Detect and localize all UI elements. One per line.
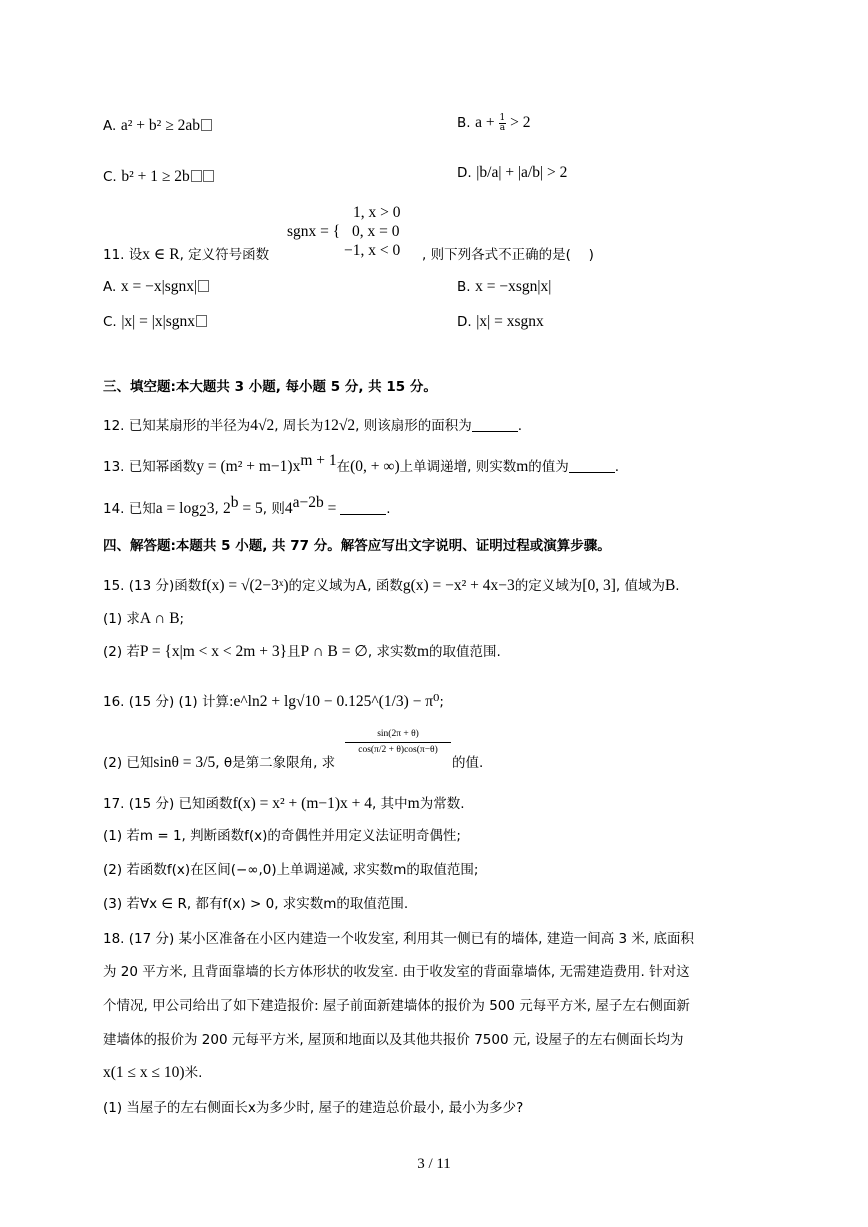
option-label: D. — [457, 314, 472, 330]
q16-fraction — [345, 729, 451, 756]
piecewise-function-name: sgnx = { — [287, 223, 341, 240]
math-expression: m — [516, 458, 529, 475]
page-number: 3 / 11 — [417, 1156, 451, 1172]
q18-part-1: (1) 当屋子的左右侧面长x为多少时, 屋子的建造总价最小, 最小为多少? — [103, 1100, 524, 1116]
q15 — [103, 576, 680, 596]
question-text: , 周长为 — [274, 418, 324, 434]
question-text: ; — [439, 694, 444, 710]
math-expression: = 5 — [238, 500, 263, 517]
math-exponent: m + 1 — [300, 452, 337, 469]
section-4-heading: 四、解答题:本题共 5 小题, 共 77 分。解答应写出文字说明、证明过程或演算步骤。 — [103, 538, 611, 554]
math-expression: 4 — [284, 500, 293, 517]
option-label: B. — [457, 115, 471, 131]
question-text: 且 — [287, 644, 301, 660]
q18-line-5 — [103, 1063, 202, 1083]
q11-option-c — [103, 312, 207, 332]
option-expression: |x| = |x|sgnx — [121, 313, 196, 330]
option-label: A. — [103, 118, 117, 134]
q11-stem-end — [422, 245, 594, 265]
math-expression: 2 — [223, 500, 231, 517]
question-text: , θ是第二象限角, 求 — [215, 755, 336, 771]
question-text: 13. 已知幂函数 — [103, 459, 197, 475]
question-text: 的定义域为 — [288, 578, 357, 594]
math-expression: g(x) = −x² + 4x−3 — [402, 577, 515, 594]
placeholder-box-icon — [201, 119, 212, 131]
q18-line-4: 建墙体的报价为 200 元每平方米, 屋顶和地面以及其他共报价 7500 元, 设屋子的左右侧面长均为 — [103, 1032, 684, 1048]
math-expression: = — [323, 500, 341, 517]
question-text: 17. (15 分) 已知函数 — [103, 796, 233, 812]
math-expression: P ∩ B = ∅ — [300, 643, 368, 660]
math-expression: 3 — [206, 500, 215, 517]
section-3-heading: 三、填空题:本大题共 3 小题, 每小题 5 分, 共 15 分。 — [103, 379, 437, 395]
option-label: C. — [103, 169, 117, 185]
q13 — [103, 452, 620, 477]
math-expression: A — [356, 577, 368, 594]
question-text: , 其中 — [372, 796, 408, 812]
option-expression: |b/a| + |a/b| > 2 — [476, 164, 568, 181]
question-text: 12. 已知某扇形的半径为 — [103, 418, 251, 434]
q14 — [103, 494, 391, 520]
q12 — [103, 416, 522, 436]
math-expression: y = (m² + m−1)x — [196, 458, 301, 475]
q17-part-2: (2) 若函数f(x)在区间(−∞,0)上单调递减, 求实数m的取值范围; — [103, 862, 479, 878]
q10-option-b — [457, 113, 531, 133]
q15-part-1 — [103, 609, 184, 629]
q11-stem — [103, 245, 269, 265]
math-expression: x(1 ≤ x ≤ 10) — [103, 1064, 185, 1081]
q16-part-2-end — [452, 753, 483, 773]
math-expression: x ∈ R — [142, 246, 180, 263]
fraction-numerator: sin(2π + θ) — [345, 729, 451, 743]
option-expression: a² + b² ≥ 2ab — [120, 117, 200, 134]
q18-line-1: 18. (17 分) 某小区准备在小区内建造一个收发室, 利用其一侧已有的墙体, 建造一间高 3 米, 底面积 — [103, 931, 694, 947]
math-expression: A ∩ B — [139, 610, 180, 627]
placeholder-box-icon — [196, 315, 207, 327]
question-text: 14. 已知 — [103, 501, 156, 517]
math-exponent: a−2b — [292, 494, 324, 511]
q16 — [103, 692, 444, 712]
question-text: . — [517, 418, 523, 434]
question-text: , 值域为 — [615, 578, 665, 594]
fraction-denominator: a — [499, 122, 506, 133]
math-expression: 12√2 — [323, 417, 356, 434]
q10-option-d — [457, 163, 567, 183]
question-text: (1) 求 — [103, 611, 140, 627]
math-expression: (0, + ∞) — [350, 458, 400, 475]
question-text: 的值. — [452, 755, 484, 771]
question-text: . — [386, 501, 391, 517]
math-expression: f(x) = √(2−3ˣ) — [201, 577, 289, 594]
question-text: , 求实数 — [367, 644, 417, 660]
math-exponent: b — [230, 494, 239, 511]
question-text: , 则下列各式不正确的是( ) — [422, 247, 594, 263]
placeholder-box-icon — [191, 170, 202, 182]
math-expression: P = {x|m < x < 2m + 3} — [139, 643, 288, 660]
math-expression: B — [664, 577, 676, 594]
math-expression: 4√2 — [250, 417, 275, 434]
question-text: , — [214, 501, 224, 517]
question-number: 11. 设 — [103, 247, 143, 263]
q11-option-b — [457, 277, 551, 297]
option-label: C. — [103, 314, 117, 330]
answer-blank[interactable] — [340, 500, 386, 515]
placeholder-box-icon — [203, 170, 214, 182]
answer-blank[interactable] — [472, 417, 518, 432]
question-text: ; — [179, 611, 185, 627]
fraction-numerator: 1 — [499, 112, 506, 123]
math-expression: m — [416, 643, 430, 660]
q10-option-c — [103, 167, 214, 187]
placeholder-box-icon — [198, 280, 209, 292]
question-text: 为常数. — [419, 796, 465, 812]
q11-option-a — [103, 277, 209, 297]
fraction-denominator: cos(π/2 + θ)cos(π−θ) — [358, 745, 438, 755]
question-text: 的取值范围. — [429, 644, 501, 660]
q15-part-2 — [103, 642, 501, 662]
question-text: 15. (13 分)函数 — [103, 578, 202, 594]
math-expression: a = log — [155, 500, 199, 517]
math-subscript: 2 — [198, 503, 207, 520]
question-text: (2) 若 — [103, 644, 140, 660]
option-expression: |x| = xsgnx — [476, 313, 544, 330]
option-expression: x = −x|sgnx| — [120, 278, 198, 295]
option-label: A. — [103, 279, 117, 295]
question-text: . — [614, 459, 620, 475]
option-expression: x = −xsgn|x| — [475, 278, 552, 295]
question-text: . — [675, 578, 680, 594]
math-expression: e^ln2 + lg√10 − 0.125^(1/3) − π⁰ — [233, 693, 440, 710]
question-text: (2) 已知 — [103, 755, 154, 771]
option-expression: a + — [475, 114, 499, 131]
piecewise-case-1: 1, x > 0 — [353, 204, 401, 221]
q18-line-3: 个情况, 甲公司给出了如下建造报价: 屋子前面新建墙体的报价为 500 元每平方米, 屋子左右侧面新 — [103, 998, 690, 1014]
question-text: , 则该扇形的面积为 — [355, 418, 472, 434]
q11-option-d — [457, 312, 544, 332]
question-text: , 定义符号函数 — [179, 247, 270, 263]
q17 — [103, 794, 465, 814]
q17-part-1: (1) 若m = 1, 判断函数f(x)的奇偶性并用定义法证明奇偶性; — [103, 828, 461, 844]
math-expression: sinθ = 3/5 — [153, 754, 216, 771]
piecewise-case-3: −1, x < 0 — [344, 242, 401, 259]
question-text: , 函数 — [367, 578, 403, 594]
question-text: 16. (15 分) (1) 计算: — [103, 694, 234, 710]
q10-option-a — [103, 116, 212, 136]
question-text: 上单调递增, 则实数 — [399, 459, 517, 475]
option-label: D. — [457, 165, 472, 181]
answer-blank[interactable] — [569, 458, 615, 473]
math-expression: [0, 3] — [582, 577, 616, 594]
option-expression-end: > 2 — [506, 114, 531, 131]
question-text: , 则 — [262, 501, 285, 517]
math-expression: f(x) = x² + (m−1)x + 4 — [232, 795, 373, 812]
question-text: 的定义域为 — [514, 578, 583, 594]
piecewise-case-2: 0, x = 0 — [352, 223, 400, 240]
q16-part-2 — [103, 753, 335, 773]
q17-part-3: (3) 若∀x ∈ R, 都有f(x) > 0, 求实数m的取值范围. — [103, 896, 409, 912]
question-text: 的值为 — [528, 459, 569, 475]
question-text: 在 — [336, 459, 351, 475]
question-text: 米. — [184, 1065, 203, 1081]
option-label: B. — [457, 279, 471, 295]
math-expression: m — [407, 795, 420, 812]
option-expression: b² + 1 ≥ 2b — [121, 168, 190, 185]
q18-line-2: 为 20 平方米, 且背面靠墙的长方体形状的收发室. 由于收发室的背面靠墙体, 无需建造费用. 针对这 — [103, 964, 690, 980]
